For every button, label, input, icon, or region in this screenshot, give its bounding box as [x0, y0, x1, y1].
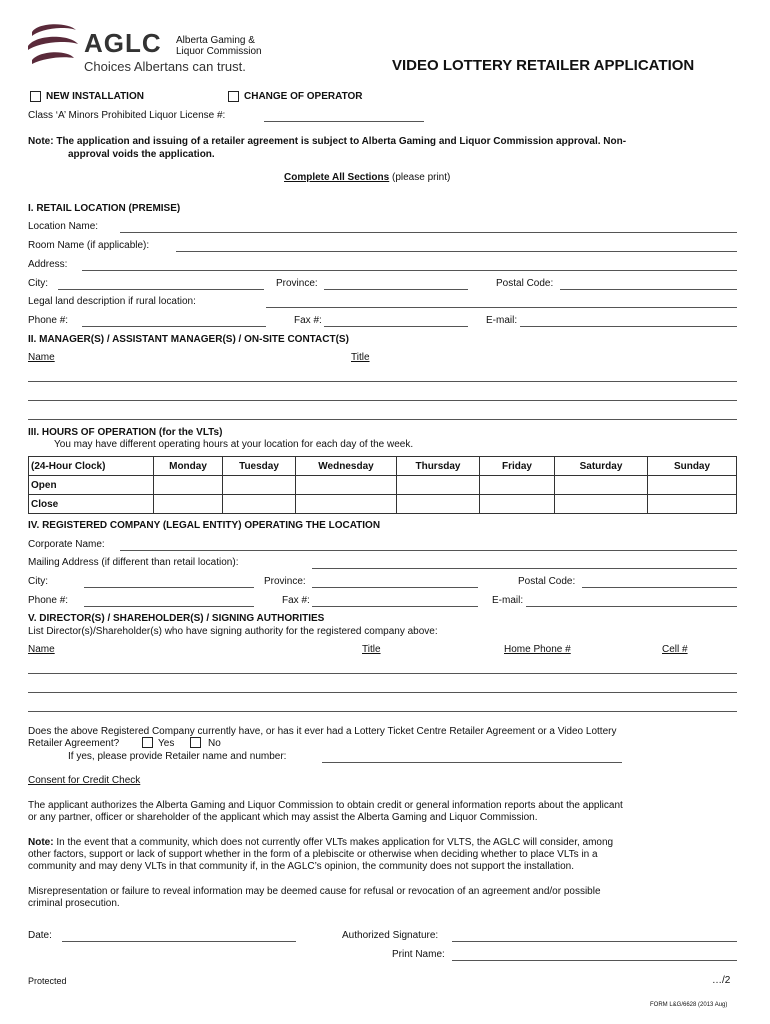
fax-field[interactable] [324, 326, 468, 327]
hours-header-wednesday: Wednesday [296, 457, 397, 476]
protected-label: Protected [28, 976, 67, 986]
hours-row-label-open: Open [29, 476, 154, 495]
instructions [284, 172, 450, 183]
company-province-field[interactable] [312, 587, 478, 588]
tagline: Choices Albertans can trust. [84, 59, 246, 74]
license-label: Class ‘A’ Minors Prohibited Liquor License #: [28, 110, 226, 121]
company-province-label: Province: [264, 576, 306, 587]
hours-header-friday: Friday [480, 457, 555, 476]
director-row-1-field[interactable] [28, 673, 737, 674]
fax-label: Fax #: [294, 315, 322, 326]
director-row-3-field[interactable] [28, 711, 737, 712]
consent-paragraph-2-line-2: other factors, support or lack of support whether in the form of a plebiscite or otherwise when deciding whether to place VLTs in a [28, 849, 598, 860]
company-city-field[interactable] [84, 587, 254, 588]
hours-header-monday: Monday [154, 457, 223, 476]
org-name-line-1: Alberta Gaming & [176, 35, 255, 46]
hours-cell[interactable] [397, 495, 480, 514]
section-5-subtitle: List Director(s)/Shareholder(s) who have signing authority for the registered company above: [28, 626, 438, 637]
consent-paragraph-1-line-2: or any partner, officer or shareholder of the applicant which may assist the Alberta Gaming and Liquor Commission. [28, 812, 538, 823]
hours-cell[interactable] [648, 476, 737, 495]
agreement-question-line-2: Retailer Agreement? [28, 738, 120, 749]
page-continuation: …/2 [712, 975, 731, 986]
consent-title: Consent for Credit Check [28, 775, 141, 786]
hours-cell[interactable] [223, 495, 296, 514]
company-city-label: City: [28, 576, 48, 587]
hours-cell[interactable] [296, 476, 397, 495]
aglc-logo-icon [26, 22, 80, 70]
email-field[interactable] [520, 326, 737, 327]
section-1-title: I. RETAIL LOCATION (PREMISE) [28, 203, 181, 214]
address-label: Address: [28, 259, 68, 270]
date-label: Date: [28, 930, 52, 941]
hours-header-thursday: Thursday [397, 457, 480, 476]
corporate-name-field[interactable] [120, 550, 737, 551]
new-installation-checkbox[interactable] [30, 91, 41, 102]
manager-row-2-field[interactable] [28, 400, 737, 401]
room-name-field[interactable] [176, 251, 737, 252]
no-checkbox[interactable] [190, 737, 201, 748]
director-title-header: Title [362, 644, 381, 655]
director-row-2-field[interactable] [28, 692, 737, 693]
hours-cell[interactable] [648, 495, 737, 514]
company-phone-field[interactable] [84, 606, 254, 607]
hours-cell[interactable] [480, 476, 555, 495]
manager-title-header: Title [351, 352, 370, 363]
hours-header-saturday: Saturday [555, 457, 648, 476]
mailing-address-field[interactable] [312, 568, 737, 569]
location-name-field[interactable] [120, 232, 737, 233]
postal-code-label: Postal Code: [496, 278, 554, 289]
hours-cell[interactable] [480, 495, 555, 514]
instructions-bold: Complete All Sections [284, 172, 390, 183]
province-label: Province: [276, 278, 318, 289]
company-fax-label: Fax #: [282, 595, 310, 606]
section-3-title: III. HOURS OF OPERATION (for the VLTs) [28, 427, 223, 438]
company-postal-label: Postal Code: [518, 576, 576, 587]
section-5-title: V. DIRECTOR(S) / SHAREHOLDER(S) / SIGNING AUTHORITIES [28, 613, 325, 624]
manager-row-1-field[interactable] [28, 381, 737, 382]
yes-checkbox[interactable] [142, 737, 153, 748]
company-email-field[interactable] [526, 606, 737, 607]
yes-label: Yes [158, 738, 175, 749]
new-installation-label: NEW INSTALLATION [46, 91, 144, 102]
agreement-question-line-1: Does the above Registered Company currently have, or has it ever had a Lottery Ticket Centre Retailer Agreement or a Video Lottery [28, 726, 617, 737]
manager-row-3-field[interactable] [28, 419, 737, 420]
consent-paragraph-2-line-3: community and may deny VLTs in that community if, in the AGLC’s opinion, the community does not support the installation. [28, 861, 575, 872]
hours-table [28, 456, 737, 514]
hours-cell[interactable] [154, 495, 223, 514]
city-field[interactable] [58, 289, 264, 290]
logo-wordmark: AGLC [84, 28, 162, 58]
email-label: E-mail: [486, 315, 518, 326]
change-operator-label: CHANGE OF OPERATOR [244, 91, 363, 102]
hours-close-row [29, 495, 737, 514]
director-home-phone-header: Home Phone # [504, 644, 571, 655]
hours-header-row [29, 457, 737, 476]
hours-header-sunday: Sunday [648, 457, 737, 476]
print-name-field[interactable] [452, 960, 737, 961]
consent-paragraph-2-line-1 [28, 837, 613, 848]
section-3-subtitle: You may have different operating hours at your location for each day of the week. [54, 439, 414, 450]
corporate-name-label: Corporate Name: [28, 539, 105, 550]
change-operator-checkbox[interactable] [228, 91, 239, 102]
director-name-header: Name [28, 644, 55, 655]
hours-cell[interactable] [555, 476, 648, 495]
location-name-label: Location Name: [28, 221, 99, 232]
instructions-rest: (please print) [389, 172, 451, 183]
director-cell-header: Cell # [662, 644, 688, 655]
section-2-title: II. MANAGER(S) / ASSISTANT MANAGER(S) / ON-SITE CONTACT(S) [28, 334, 349, 345]
company-phone-label: Phone #: [28, 595, 69, 606]
mailing-address-label: Mailing Address (if different than retail location): [28, 557, 239, 568]
legal-land-label: Legal land description if rural location: [28, 296, 196, 307]
company-fax-field[interactable] [312, 606, 478, 607]
hours-header-tuesday: Tuesday [223, 457, 296, 476]
note-label: Note: [28, 837, 54, 848]
form-number: FORM L&G/6628 (2013 Aug) [650, 1002, 728, 1008]
consent-paragraph-3-line-2: criminal prosecution. [28, 898, 120, 909]
page-title: VIDEO LOTTERY RETAILER APPLICATION [392, 57, 695, 74]
manager-name-header: Name [28, 352, 55, 363]
hours-cell[interactable] [296, 495, 397, 514]
postal-code-field[interactable] [560, 289, 737, 290]
company-email-label: E-mail: [492, 595, 524, 606]
no-label: No [208, 738, 221, 749]
date-field[interactable] [62, 941, 296, 942]
org-name-line-2: Liquor Commission [176, 46, 262, 57]
hours-row-label-close: Close [29, 495, 154, 514]
section-4-title: IV. REGISTERED COMPANY (LEGAL ENTITY) OPERATING THE LOCATION [28, 520, 381, 531]
address-field[interactable] [82, 270, 737, 271]
note-line-1: Note: The application and issuing of a retailer agreement is subject to Alberta Gaming and Liquor Commission approval. Non- [28, 136, 627, 147]
phone-label: Phone #: [28, 315, 69, 326]
authorized-signature-label: Authorized Signature: [342, 930, 439, 941]
hours-cell[interactable] [223, 476, 296, 495]
province-field[interactable] [324, 289, 468, 290]
hours-open-row [29, 476, 737, 495]
authorized-signature-field[interactable] [452, 941, 737, 942]
consent-paragraph-1-line-1: The applicant authorizes the Alberta Gaming and Liquor Commission to obtain credit or general information reports about the applicant [28, 800, 623, 811]
retailer-name-number-field[interactable] [322, 762, 622, 763]
license-field[interactable] [264, 121, 424, 122]
print-name-label: Print Name: [392, 949, 445, 960]
hours-cell[interactable] [397, 476, 480, 495]
room-name-label: Room Name (if applicable): [28, 240, 150, 251]
legal-land-field[interactable] [266, 307, 737, 308]
hours-cell[interactable] [154, 476, 223, 495]
phone-field[interactable] [82, 326, 266, 327]
note-line-2: approval voids the application. [68, 149, 215, 160]
city-label: City: [28, 278, 48, 289]
company-postal-field[interactable] [582, 587, 737, 588]
consent-paragraph-3-line-1: Misrepresentation or failure to reveal information may be deemed cause for refusal or revocation of an agreement and/or possible [28, 886, 601, 897]
hours-cell[interactable] [555, 495, 648, 514]
retailer-name-number-label: If yes, please provide Retailer name and number: [68, 751, 287, 762]
note-text: In the event that a community, which does not currently offer VLTs makes application for VLTS, the AGLC will consider, among [53, 837, 614, 848]
hours-header-clock: (24-Hour Clock) [29, 457, 154, 476]
